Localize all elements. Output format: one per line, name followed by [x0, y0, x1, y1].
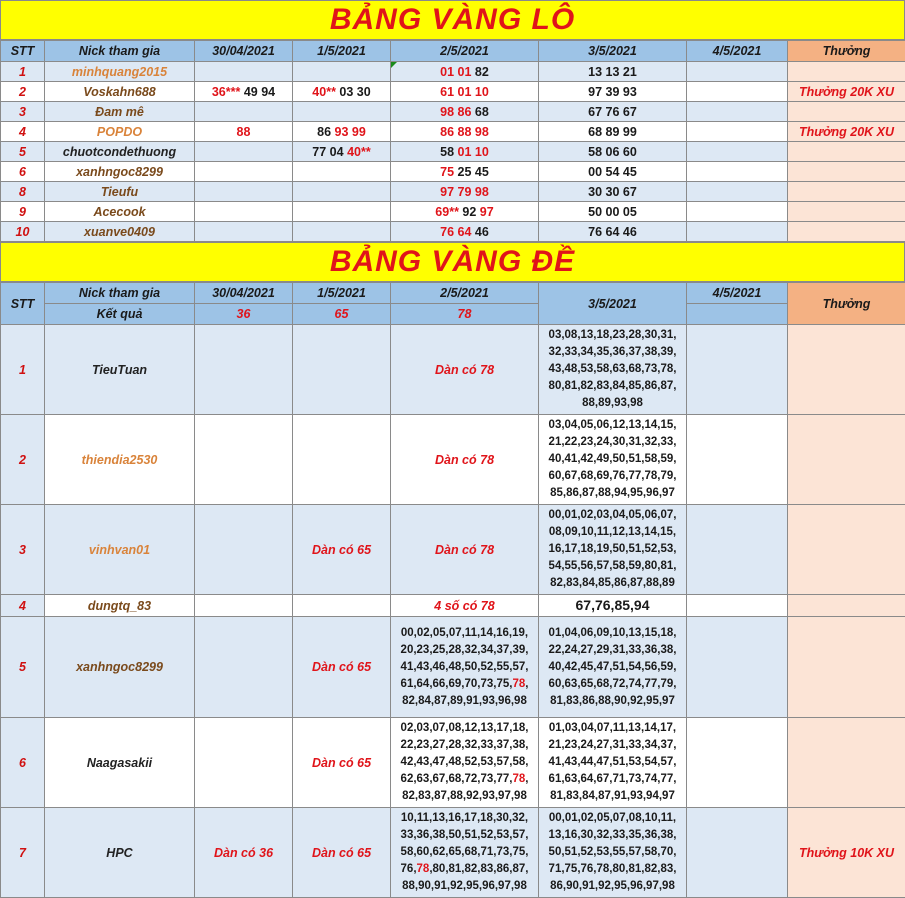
entry-cell[interactable]: [195, 222, 293, 242]
lo-row: [1, 202, 905, 222]
entry-cell[interactable]: [195, 82, 293, 102]
col-header-prize[interactable]: Thưởng: [788, 283, 905, 325]
entry-cell[interactable]: [687, 142, 788, 162]
result-label[interactable]: Kết quả: [45, 304, 195, 325]
entry-cell[interactable]: [195, 162, 293, 182]
entry-cell[interactable]: [391, 122, 539, 142]
entry-cell[interactable]: [195, 182, 293, 202]
entry-cell[interactable]: [195, 122, 293, 142]
entry-cell[interactable]: [293, 222, 391, 242]
result-cell[interactable]: 30 30 67: [539, 182, 687, 202]
entry-cell[interactable]: [687, 325, 788, 415]
cell-segment: 82: [475, 65, 489, 79]
entry-cell[interactable]: 4 số có 78: [391, 595, 539, 617]
prize-cell[interactable]: [788, 62, 905, 82]
nick-cell[interactable]: xanhngoc8299: [45, 162, 195, 182]
result-cell[interactable]: 50 00 05: [539, 202, 687, 222]
row-number-cell[interactable]: 7: [1, 808, 45, 898]
entry-cell[interactable]: [391, 142, 539, 162]
entry-cell[interactable]: [195, 202, 293, 222]
de-row: [1, 415, 905, 505]
entry-cell[interactable]: [391, 182, 539, 202]
cell-segment: 75: [440, 165, 457, 179]
col-header[interactable]: STT: [1, 283, 45, 325]
row-number-cell[interactable]: 5: [1, 617, 45, 718]
entry-cell[interactable]: [293, 595, 391, 617]
number-list-cell[interactable]: 01,04,06,09,10,13,15,18, 22,24,27,29,31,33,36,38, 40,42,45,47,51,54,56,59, 60,63,65,68,72,74,77,79, 81,83,86,88,90,92,95,97: [539, 617, 687, 718]
number-list-cell[interactable]: 03,04,05,06,12,13,14,15, 21,22,23,24,30,31,32,33, 40,41,42,49,50,51,58,59, 60,67,68,69,76,77,78,79, 85,86,87,88,94,95,96,97: [539, 415, 687, 505]
nick-cell[interactable]: Đam mê: [45, 102, 195, 122]
cell-segment: 25 45: [458, 165, 489, 179]
entry-cell[interactable]: [293, 162, 391, 182]
lo-banner-title: BẢNG VÀNG LÔ: [0, 0, 905, 40]
row-number-cell[interactable]: 1: [1, 325, 45, 415]
cell-segment: 58: [440, 145, 457, 159]
entry-cell[interactable]: Dàn có 78: [391, 505, 539, 595]
cell-segment: 03 30: [339, 85, 370, 99]
entry-cell[interactable]: [195, 505, 293, 595]
number-list: 10,11,13,16,17,18,30,32, 33,36,38,50,51,52,53,57, 58,60,62,65,68,71,73,75, 76,: [401, 812, 529, 875]
prize-cell[interactable]: [788, 718, 905, 808]
entry-cell[interactable]: [687, 102, 788, 122]
cell-segment: 61 01 10: [440, 85, 489, 99]
col-header[interactable]: 2/5/2021: [391, 283, 539, 304]
lo-row: [1, 82, 905, 102]
entry-cell[interactable]: [293, 82, 391, 102]
row-number-cell[interactable]: 2: [1, 415, 45, 505]
number-list-cell[interactable]: [391, 617, 539, 718]
prize-cell[interactable]: [788, 182, 905, 202]
entry-cell[interactable]: [687, 505, 788, 595]
entry-cell[interactable]: [391, 162, 539, 182]
number-list-cell[interactable]: 03,08,13,18,23,28,30,31, 32,33,34,35,36,37,38,39, 43,48,53,58,63,68,73,78, 80,81,82,83,84,85,86,87, 88,89,93,98: [539, 325, 687, 415]
col-header[interactable]: 30/04/2021: [195, 41, 293, 62]
lo-row: [1, 102, 905, 122]
lo-row: [1, 62, 905, 82]
row-number-cell[interactable]: 6: [1, 162, 45, 182]
prize-cell[interactable]: [788, 162, 905, 182]
row-number-cell[interactable]: 1: [1, 62, 45, 82]
number-list: ,80,81,82,83,86,87, 88,90,91,92,95,96,97,98: [402, 863, 528, 892]
entry-cell[interactable]: [195, 595, 293, 617]
nick-cell[interactable]: xanhngoc8299: [45, 617, 195, 718]
de-result-row: [1, 304, 905, 325]
prize-cell[interactable]: [788, 595, 905, 617]
nick-cell[interactable]: Voskahn688: [45, 82, 195, 102]
cell-segment: 36***: [212, 85, 244, 99]
cell-segment: 88: [237, 125, 251, 139]
entry-cell[interactable]: [687, 82, 788, 102]
col-header[interactable]: 2/5/2021: [391, 41, 539, 62]
col-header[interactable]: 3/5/2021: [539, 283, 687, 325]
number-list-cell[interactable]: 00,01,02,05,07,08,10,11, 13,16,30,32,33,35,36,38, 50,51,52,53,55,57,58,70, 71,75,76,78,80,81,82,83, 86,90,91,92,95,96,97,98: [539, 808, 687, 898]
row-number-cell[interactable]: 10: [1, 222, 45, 242]
result-cell[interactable]: 76 64 46: [539, 222, 687, 242]
lo-header-row: [1, 41, 905, 62]
nick-cell[interactable]: chuotcondethuong: [45, 142, 195, 162]
entry-cell[interactable]: [293, 182, 391, 202]
entry-cell[interactable]: [687, 808, 788, 898]
row-number-cell[interactable]: 8: [1, 182, 45, 202]
prize-cell[interactable]: [788, 102, 905, 122]
prize-cell[interactable]: [788, 222, 905, 242]
result-cell[interactable]: 97 39 93: [539, 82, 687, 102]
entry-cell[interactable]: Dàn có 65: [293, 505, 391, 595]
nick-cell[interactable]: Naagasakii: [45, 718, 195, 808]
cell-segment: 68: [475, 105, 489, 119]
row-number-cell[interactable]: 3: [1, 505, 45, 595]
nick-cell[interactable]: HPC: [45, 808, 195, 898]
row-number-cell[interactable]: 6: [1, 718, 45, 808]
row-number-cell[interactable]: 4: [1, 595, 45, 617]
result-cell[interactable]: 68 89 99: [539, 122, 687, 142]
de-row: [1, 505, 905, 595]
cell-segment: 97: [480, 205, 494, 219]
entry-cell[interactable]: [293, 62, 391, 82]
de-row: [1, 617, 905, 718]
nick-cell[interactable]: thiendia2530: [45, 415, 195, 505]
nick-cell[interactable]: xuanve0409: [45, 222, 195, 242]
prize-cell[interactable]: Thưởng 20K XU: [788, 82, 905, 102]
entry-cell[interactable]: [391, 222, 539, 242]
cell-segment: 86 88 98: [440, 125, 489, 139]
col-header[interactable]: 4/5/2021: [687, 41, 788, 62]
lo-row: [1, 142, 905, 162]
number-list: , 82,83,87,88,92,93,97,98: [402, 773, 528, 802]
cell-segment: 40**: [347, 145, 371, 159]
entry-cell[interactable]: [687, 202, 788, 222]
entry-cell[interactable]: [391, 62, 539, 82]
de-row: [1, 808, 905, 898]
number-list-cell[interactable]: 01,03,04,07,11,13,14,17, 21,23,24,27,31,33,34,37, 41,43,44,47,51,53,54,57, 61,63,64,67,71,73,74,77, 81,83,84,87,91,93,94,97: [539, 718, 687, 808]
col-header[interactable]: 3/5/2021: [539, 41, 687, 62]
entry-cell[interactable]: Dàn có 65: [293, 617, 391, 718]
entry-cell[interactable]: [687, 415, 788, 505]
entry-cell[interactable]: [293, 142, 391, 162]
row-number-cell[interactable]: 5: [1, 142, 45, 162]
cell-segment: 01 10: [458, 145, 489, 159]
number-list: 02,03,07,08,12,13,17,18, 22,23,27,28,32,33,37,38, 42,43,47,48,52,53,57,58, 62,63,67,68,72,73,77,: [401, 722, 529, 785]
result-cell[interactable]: 00 54 45: [539, 162, 687, 182]
entry-cell[interactable]: [293, 102, 391, 122]
result-cell[interactable]: 78: [391, 304, 539, 325]
entry-cell[interactable]: Dàn có 78: [391, 325, 539, 415]
cell-segment: 98 86: [440, 105, 475, 119]
number-list-cell[interactable]: [391, 808, 539, 898]
entry-cell[interactable]: [391, 202, 539, 222]
nick-cell[interactable]: Acecook: [45, 202, 195, 222]
col-header[interactable]: 1/5/2021: [293, 41, 391, 62]
row-number-cell[interactable]: 2: [1, 82, 45, 102]
result-cell[interactable]: 58 06 60: [539, 142, 687, 162]
entry-cell[interactable]: [391, 102, 539, 122]
prize-cell[interactable]: [788, 505, 905, 595]
lo-row: [1, 122, 905, 142]
nick-cell[interactable]: TieuTuan: [45, 325, 195, 415]
result-cell[interactable]: 13 13 21: [539, 62, 687, 82]
entry-cell[interactable]: [293, 325, 391, 415]
prize-cell[interactable]: Thưởng 20K XU: [788, 122, 905, 142]
cell-segment: 46: [475, 225, 489, 239]
entry-cell[interactable]: [195, 718, 293, 808]
row-number-cell[interactable]: 9: [1, 202, 45, 222]
entry-cell[interactable]: Dàn có 65: [293, 808, 391, 898]
lo-row: [1, 182, 905, 202]
number-list: 00,02,05,07,11,14,16,19, 20,23,25,28,32,34,37,39, 41,43,46,48,50,52,55,57, 61,64,66,69,70,73,75,: [401, 627, 529, 690]
entry-cell[interactable]: [687, 62, 788, 82]
col-header[interactable]: Nick tham gia: [45, 41, 195, 62]
lo-row: [1, 162, 905, 182]
number-list-cell[interactable]: 67,76,85,94: [539, 595, 687, 617]
de-header-row: [1, 283, 905, 304]
entry-cell[interactable]: [195, 142, 293, 162]
lo-table: [0, 40, 905, 242]
entry-cell[interactable]: Dàn có 65: [293, 718, 391, 808]
result-cell[interactable]: 67 76 67: [539, 102, 687, 122]
entry-cell[interactable]: [687, 122, 788, 142]
entry-cell[interactable]: [687, 617, 788, 718]
col-header[interactable]: STT: [1, 41, 45, 62]
entry-cell[interactable]: [391, 82, 539, 102]
col-header[interactable]: 30/04/2021: [195, 283, 293, 304]
entry-cell[interactable]: Dàn có 36: [195, 808, 293, 898]
result-cell[interactable]: [687, 304, 788, 325]
col-header-prize[interactable]: Thưởng: [788, 41, 905, 62]
result-cell[interactable]: 65: [293, 304, 391, 325]
cell-segment: 77 04: [312, 145, 347, 159]
cell-segment: 40**: [312, 85, 339, 99]
de-table: [0, 282, 905, 898]
col-header[interactable]: 4/5/2021: [687, 283, 788, 304]
cell-segment: 86: [317, 125, 334, 139]
prize-cell[interactable]: [788, 617, 905, 718]
entry-cell[interactable]: [687, 595, 788, 617]
lo-row: [1, 222, 905, 242]
entry-cell[interactable]: [195, 617, 293, 718]
prize-cell[interactable]: [788, 325, 905, 415]
entry-cell[interactable]: [687, 222, 788, 242]
prize-cell[interactable]: [788, 415, 905, 505]
de-banner-title: BẢNG VÀNG ĐỀ: [0, 242, 905, 282]
de-row: [1, 595, 905, 617]
entry-cell[interactable]: [195, 102, 293, 122]
entry-cell[interactable]: Dàn có 78: [391, 415, 539, 505]
cell-segment: 76 64: [440, 225, 475, 239]
cell-segment: 93 99: [335, 125, 366, 139]
de-row: [1, 718, 905, 808]
nick-cell[interactable]: minhquang2015: [45, 62, 195, 82]
cell-segment: 49 94: [244, 85, 275, 99]
highlight-number: 78: [417, 863, 430, 875]
entry-cell[interactable]: [687, 182, 788, 202]
col-header[interactable]: Nick tham gia: [45, 283, 195, 304]
nick-cell[interactable]: dungtq_83: [45, 595, 195, 617]
nick-cell[interactable]: Tieufu: [45, 182, 195, 202]
nick-cell[interactable]: vinhvan01: [45, 505, 195, 595]
entry-cell[interactable]: [293, 415, 391, 505]
cell-segment: 69**: [435, 205, 462, 219]
row-number-cell[interactable]: 3: [1, 102, 45, 122]
col-header[interactable]: 1/5/2021: [293, 283, 391, 304]
prize-cell[interactable]: Thưởng 10K XU: [788, 808, 905, 898]
prize-cell[interactable]: [788, 142, 905, 162]
entry-cell[interactable]: [195, 415, 293, 505]
cell-segment: 97 79 98: [440, 185, 489, 199]
number-list-cell[interactable]: 00,01,02,03,04,05,06,07, 08,09,10,11,12,13,14,15, 16,17,18,19,50,51,52,53, 54,55,56,57,58,59,80,81, 82,83,84,85,86,87,88,89: [539, 505, 687, 595]
highlight-number: 78: [512, 773, 525, 785]
number-list-cell[interactable]: [391, 718, 539, 808]
row-number-cell[interactable]: 4: [1, 122, 45, 142]
nick-cell[interactable]: POPDO: [45, 122, 195, 142]
de-row: [1, 325, 905, 415]
prize-cell[interactable]: [788, 202, 905, 222]
entry-cell[interactable]: [195, 325, 293, 415]
entry-cell[interactable]: [687, 162, 788, 182]
cell-segment: 92: [462, 205, 479, 219]
result-cell[interactable]: 36: [195, 304, 293, 325]
cell-segment: 01 01: [440, 65, 475, 79]
entry-cell[interactable]: [293, 202, 391, 222]
entry-cell[interactable]: [687, 718, 788, 808]
entry-cell[interactable]: [195, 62, 293, 82]
number-list: , 82,84,87,89,91,93,96,98: [402, 678, 528, 707]
highlight-number: 78: [512, 678, 525, 690]
entry-cell[interactable]: [293, 122, 391, 142]
